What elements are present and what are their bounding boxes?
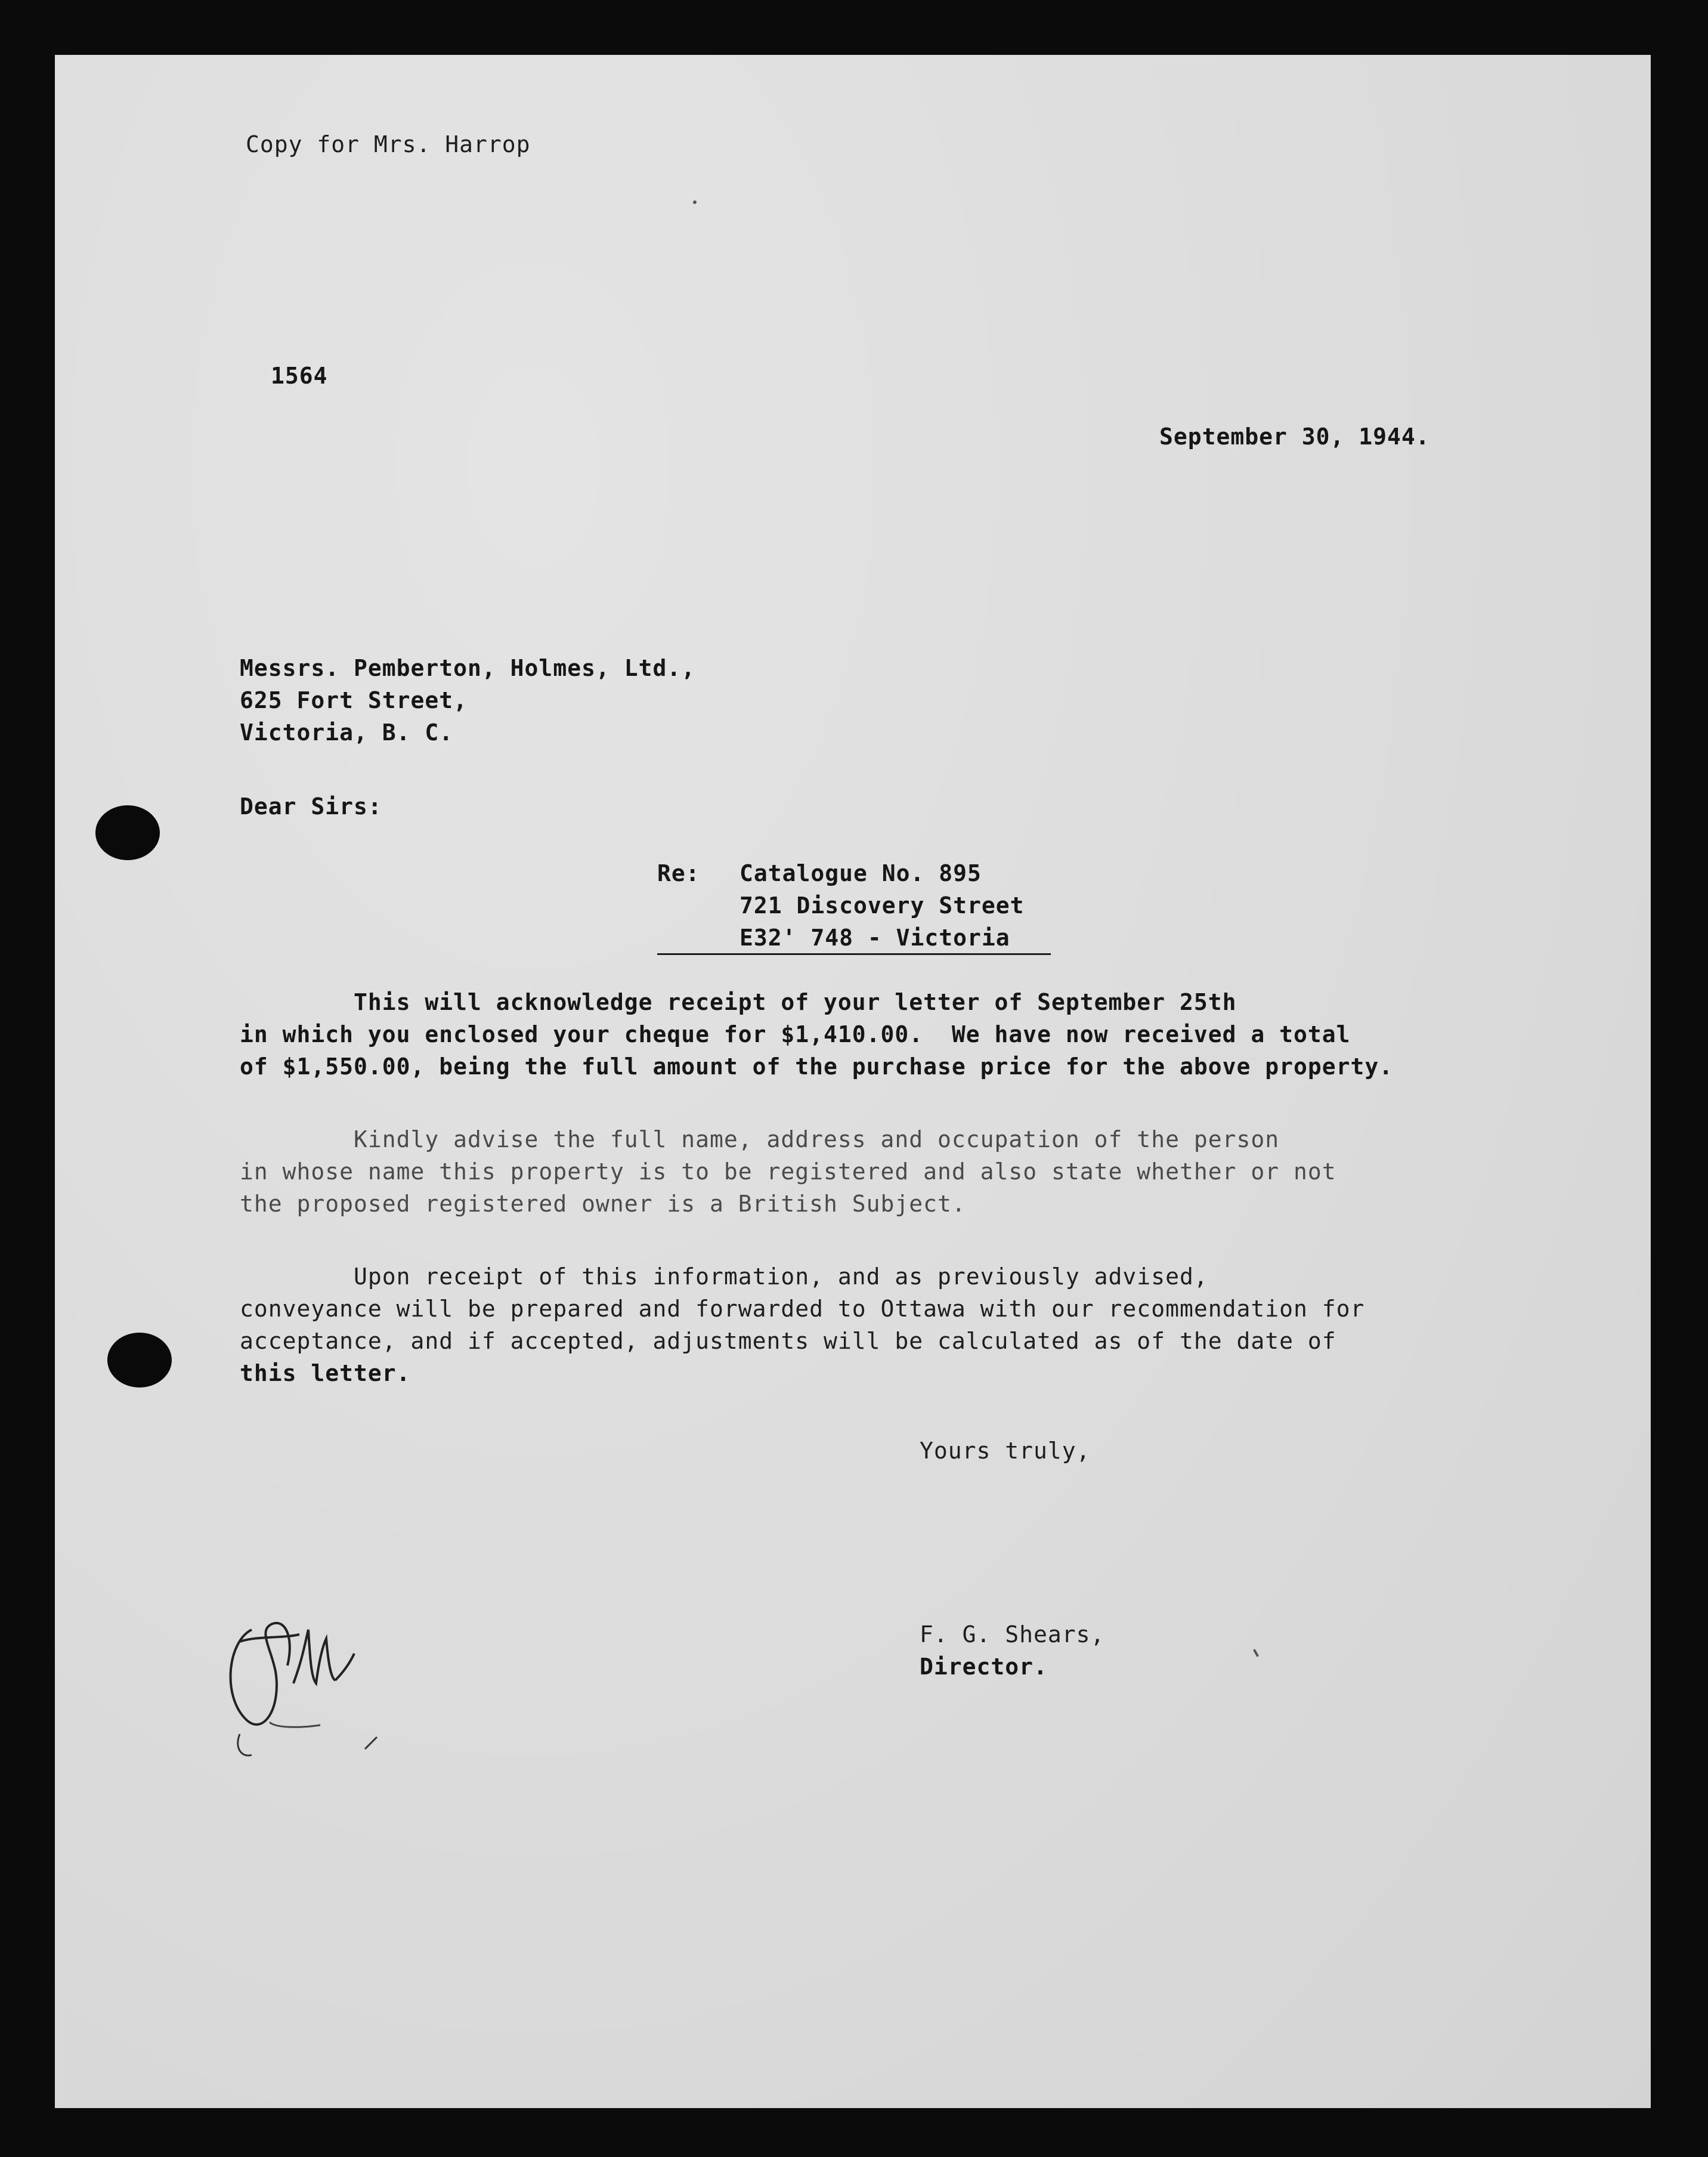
paragraph-2-line-1: Kindly advise the full name, address and occupation of the person: [240, 1126, 1280, 1152]
salutation: Dear Sirs:: [240, 793, 382, 820]
paragraph-1-line-2: in which you enclosed your cheque for $1,410.00. We have now received a total: [240, 1021, 1351, 1047]
handwritten-initials: [216, 1606, 407, 1773]
paragraph-3-line-1: Upon receipt of this information, and as previously advised,: [240, 1263, 1208, 1290]
file-number: 1564: [271, 363, 328, 389]
closing: Yours truly,: [920, 1438, 1091, 1464]
re-catalogue: Catalogue No. 895: [739, 860, 982, 886]
recipient-line-2: 625 Fort Street,: [240, 687, 468, 713]
paragraph-2-line-3: the proposed registered owner is a British Subject.: [240, 1191, 966, 1217]
recipient-line-3: Victoria, B. C.: [240, 719, 454, 746]
signatory-title: Director.: [920, 1654, 1048, 1680]
paragraph-3-line-3: acceptance, and if accepted, adjustments will be calculated as of the date of: [240, 1328, 1336, 1354]
re-address: 721 Discovery Street: [739, 892, 1025, 919]
re-lot: E32' 748 - Victoria: [739, 925, 1010, 951]
copy-note: Copy for Mrs. Harrop: [246, 131, 531, 157]
re-underline: [657, 953, 1051, 955]
punch-hole-top: [95, 805, 160, 860]
paragraph-3-line-4: this letter.: [240, 1360, 411, 1386]
re-label: Re:: [657, 860, 700, 886]
paragraph-1-line-3: of $1,550.00, being the full amount of the purchase price for the above property.: [240, 1053, 1394, 1080]
speck: [1253, 1649, 1259, 1657]
paragraph-2-line-2: in whose name this property is to be registered and also state whether or not: [240, 1158, 1336, 1185]
paragraph-1-line-1: This will acknowledge receipt of your letter of September 25th: [240, 989, 1237, 1015]
speck: [693, 200, 697, 204]
signatory-name: F. G. Shears,: [920, 1621, 1105, 1648]
letter-date: September 30, 1944.: [1159, 424, 1430, 450]
punch-hole-bottom: [107, 1333, 172, 1387]
recipient-line-1: Messrs. Pemberton, Holmes, Ltd.,: [240, 655, 696, 681]
paragraph-3-line-2: conveyance will be prepared and forwarded to Ottawa with our recommendation for: [240, 1296, 1365, 1322]
letter-page: [55, 55, 1651, 2108]
